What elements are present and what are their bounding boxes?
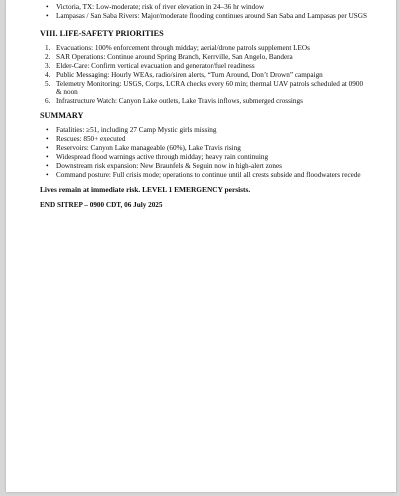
life-safety-heading: VIII. LIFE-SAFETY PRIORITIES (40, 29, 164, 39)
item-text: Evacuations: 100% enforcement through midday; aerial/drone patrols supplement LEOs (56, 44, 310, 53)
list-item (45, 44, 370, 53)
item-number: 5. (45, 79, 51, 88)
list-item: • Lampasas / San Saba Rivers: Major/moderate flooding continues around San Saba and Lampasas per USGS (56, 12, 370, 20)
list-item: • Rescues: 850+ executed (56, 135, 370, 143)
list-item (45, 61, 370, 70)
closing-statement: Lives remain at immediate risk. LEVEL 1 EMERGENCY persists. (40, 184, 251, 194)
end-sitrep-line: END SITREP – 0900 CDT, 06 July 2025 (40, 201, 163, 210)
summary-list (40, 126, 370, 179)
item-text: Telemetry Monitoring: USGS, Corps, LCRA checks every 60 min; thermal UAV patrols scheduled at 0900 & noon (56, 79, 364, 97)
list-item (45, 96, 370, 105)
list-item: • Victoria, TX: Low-moderate; risk of river elevation in 24–36 hr window (56, 3, 370, 11)
summary-heading: SUMMARY (40, 111, 84, 121)
list-item: • Reservoirs: Canyon Lake manageable (60%), Lake Travis rising (56, 144, 370, 152)
item-number: 2. (45, 53, 51, 62)
document-content (40, 3, 370, 210)
list-item: • Fatalities: ≥51, including 27 Camp Mystic girls missing (56, 126, 370, 134)
item-text: SAR Operations: Continue around Spring Branch, Kerrville, San Angelo, Bandera (56, 53, 293, 62)
regional-outlook-list (40, 3, 370, 20)
list-item: • Command posture: Full crisis mode; operations to continue until all crests subside and floodwaters recede (56, 171, 370, 179)
list-item (45, 79, 370, 97)
list-item: • Widespread flood warnings active through midday; heavy rain continuing (56, 153, 370, 161)
document-page (6, 0, 396, 492)
item-number: 6. (45, 96, 51, 105)
life-safety-list (40, 44, 370, 105)
item-text: Elder-Care: Confirm vertical evacuation and generator/fuel readiness (56, 61, 255, 70)
list-item (45, 53, 370, 62)
item-number: 1. (45, 44, 51, 53)
item-number: 3. (45, 61, 51, 70)
item-text: Public Messaging: Hourly WEAs, radio/siren alerts, “Turn Around, Don’t Drown” campaign (56, 70, 323, 79)
item-text: Infrastructure Watch: Canyon Lake outlets, Lake Travis inflows, submerged crossings (56, 96, 303, 105)
list-item (45, 70, 370, 79)
list-item: • Downstream risk expansion: New Braunfels & Seguin now in high-alert zones (56, 162, 370, 170)
item-number: 4. (45, 70, 51, 79)
